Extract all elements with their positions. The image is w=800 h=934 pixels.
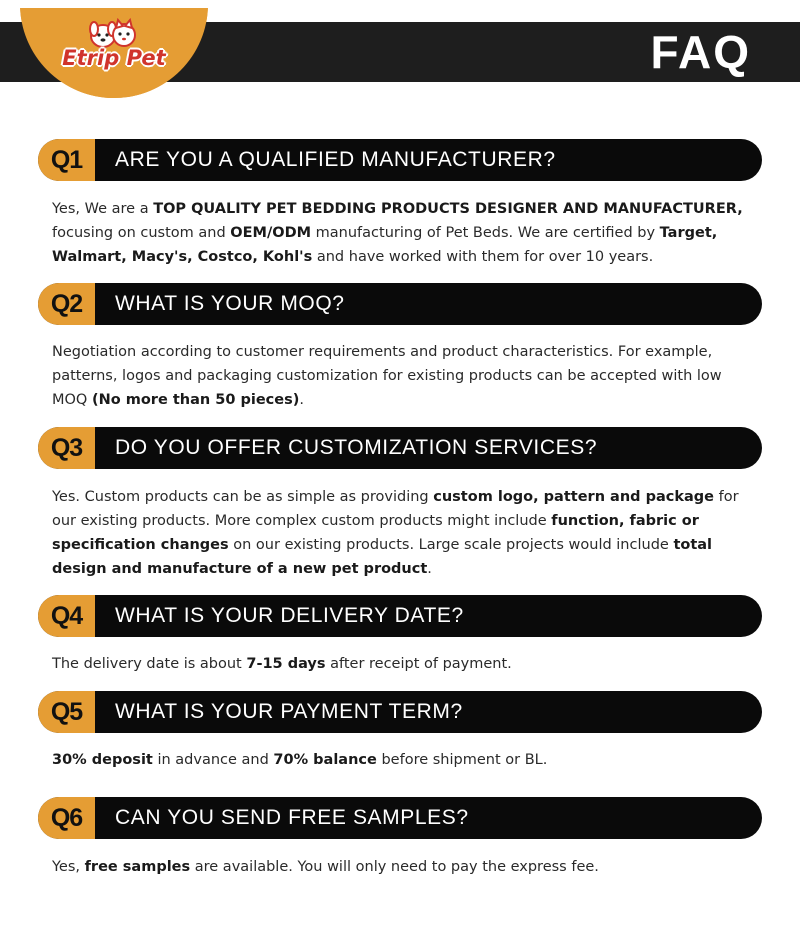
question-number: Q4 <box>38 595 95 637</box>
answer-text <box>52 652 756 676</box>
question-number: Q3 <box>38 427 95 469</box>
question-number: Q2 <box>38 283 95 325</box>
question-number: Q1 <box>38 139 95 181</box>
question-bar-background <box>38 595 762 637</box>
answer-segment: Yes. Custom products can be as simple as providing <box>52 489 434 505</box>
answer-segment: focusing on custom and <box>52 225 231 241</box>
answer-highlight: (No more than 50 pieces) <box>91 392 300 408</box>
answer-segment: on our existing products. Large scale projects would include <box>228 537 674 553</box>
question-text: WHAT IS YOUR MOQ? <box>115 292 345 315</box>
question-text: WHAT IS YOUR PAYMENT TERM? <box>115 700 463 723</box>
answer-highlight: TOP QUALITY PET BEDDING PRODUCTS DESIGNER AND MANUFACTURER, <box>153 201 743 217</box>
question-number: Q5 <box>38 691 95 733</box>
answer-highlight: 70% balance <box>273 752 377 768</box>
answer-text <box>52 340 756 412</box>
question-bar-background <box>38 283 762 325</box>
faq-question-bar <box>38 691 762 733</box>
answer-highlight: custom logo, pattern and package <box>433 489 714 505</box>
answer-segment: . <box>427 561 432 577</box>
question-bar-background <box>38 691 762 733</box>
answer-text <box>52 855 756 879</box>
page-title: FAQ <box>650 26 751 78</box>
faq-question-bar <box>38 595 762 637</box>
faq-question-bar <box>38 283 762 325</box>
question-bar-background <box>38 139 762 181</box>
answer-segment: and have worked with them for over 10 years. <box>312 249 654 265</box>
answer-segment: Yes, <box>52 859 85 875</box>
answer-segment: manufacturing of Pet Beds. We are certified by <box>311 225 660 241</box>
answer-segment: before shipment or BL. <box>376 752 548 768</box>
faq-question-bar <box>38 139 762 181</box>
answer-highlight: OEM/ODM <box>230 225 312 241</box>
answer-segment: are available. You will only need to pay the express fee. <box>190 859 599 875</box>
answer-highlight: 7-15 days <box>246 656 326 672</box>
question-bar-background <box>38 427 762 469</box>
answer-highlight: function, fabric or specification changes <box>52 513 699 553</box>
answer-segment: in advance and <box>152 752 274 768</box>
logo-text: Etrip Pet <box>62 46 166 70</box>
answer-text <box>52 485 756 581</box>
answer-highlight: total design and manufacture of a new pet product <box>52 537 713 577</box>
question-bar-background <box>38 797 762 839</box>
question-text: CAN YOU SEND FREE SAMPLES? <box>115 806 469 829</box>
question-number: Q6 <box>38 797 95 839</box>
answer-segment: . <box>299 392 304 408</box>
answer-segment: after receipt of payment. <box>325 656 512 672</box>
question-text: WHAT IS YOUR DELIVERY DATE? <box>115 604 464 627</box>
question-text: ARE YOU A QUALIFIED MANUFACTURER? <box>115 148 556 171</box>
faq-question-bar <box>38 427 762 469</box>
answer-highlight: free samples <box>84 859 191 875</box>
answer-highlight: 30% deposit <box>52 752 153 768</box>
faq-question-bar <box>38 797 762 839</box>
answer-text <box>52 197 756 269</box>
question-text: DO YOU OFFER CUSTOMIZATION SERVICES? <box>115 436 598 459</box>
answer-segment: Negotiation according to customer requirements and product characteristics. For example, patterns, logos and packaging customization for existing products can be accepted with low MOQ <box>52 344 722 408</box>
brand-logo <box>56 14 172 74</box>
answer-segment: for our existing products. More complex custom products might include <box>52 489 739 529</box>
answer-highlight: Target, Walmart, Macy's, Costco, Kohl's <box>52 225 718 265</box>
answer-segment: Yes, We are a <box>52 201 154 217</box>
answer-segment: The delivery date is about <box>52 656 247 672</box>
answer-text <box>52 748 756 772</box>
